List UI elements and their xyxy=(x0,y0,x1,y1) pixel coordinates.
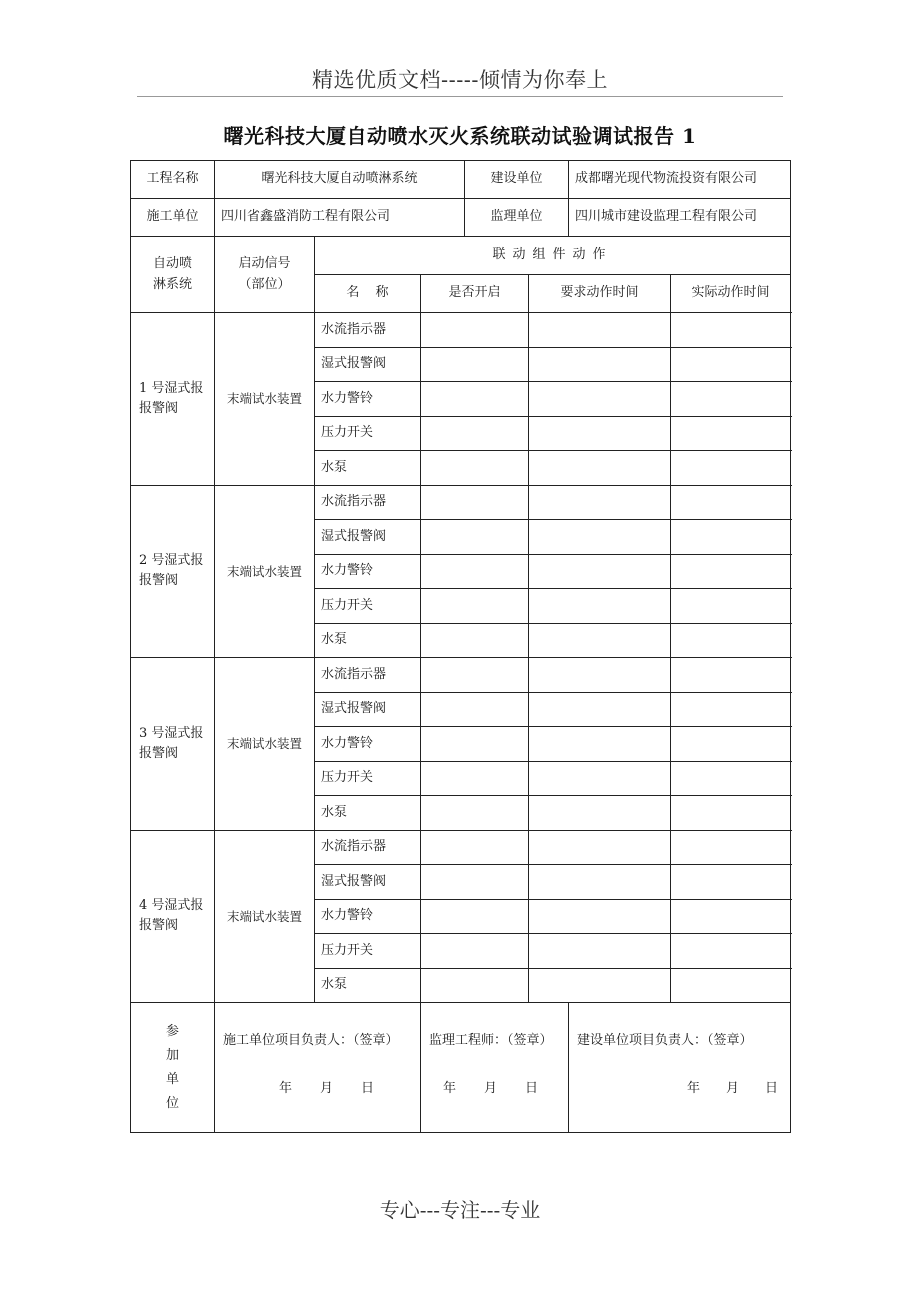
required-time-cell[interactable] xyxy=(529,623,671,658)
opened-cell[interactable] xyxy=(421,692,529,727)
valve-name: 3 号湿式报报警阀 xyxy=(131,658,215,831)
component-name: 水流指示器 xyxy=(315,313,421,348)
opened-cell[interactable] xyxy=(421,416,529,451)
opened-cell[interactable] xyxy=(421,382,529,417)
actual-time-cell[interactable] xyxy=(671,968,791,1003)
component-row xyxy=(131,313,791,348)
column-header-actual-time: 实际动作时间 xyxy=(671,275,791,313)
info-value-construction-unit: 四川省鑫盛消防工程有限公司 xyxy=(215,199,465,237)
opened-cell[interactable] xyxy=(421,589,529,624)
opened-cell[interactable] xyxy=(421,968,529,1003)
start-signal: 末端试水装置 xyxy=(215,313,315,486)
component-name: 湿式报警阀 xyxy=(315,347,421,382)
required-time-cell[interactable] xyxy=(529,451,671,486)
column-header-linkage-group: 联动组件动作 xyxy=(315,237,791,275)
info-row-construction xyxy=(131,199,791,237)
required-time-cell[interactable] xyxy=(529,727,671,762)
valve-name: 2 号湿式报报警阀 xyxy=(131,485,215,658)
required-time-cell[interactable] xyxy=(529,416,671,451)
column-header-system: 自动喷淋系统 xyxy=(131,237,215,313)
component-name: 水泵 xyxy=(315,451,421,486)
actual-time-cell[interactable] xyxy=(671,589,791,624)
required-time-cell[interactable] xyxy=(529,692,671,727)
supervisor-sign-label: 监理工程师：（签章） xyxy=(429,1033,553,1048)
component-name: 水力警铃 xyxy=(315,899,421,934)
component-name: 湿式报警阀 xyxy=(315,692,421,727)
column-header-row-1 xyxy=(131,237,791,275)
component-name: 水力警铃 xyxy=(315,554,421,589)
component-name: 湿式报警阀 xyxy=(315,520,421,555)
column-header-opened: 是否开启 xyxy=(421,275,529,313)
opened-cell[interactable] xyxy=(421,485,529,520)
required-time-cell[interactable] xyxy=(529,658,671,693)
component-name: 压力开关 xyxy=(315,416,421,451)
start-signal: 末端试水装置 xyxy=(215,658,315,831)
component-name: 水流指示器 xyxy=(315,485,421,520)
opened-cell[interactable] xyxy=(421,899,529,934)
year-label: 年 xyxy=(687,1081,701,1096)
owner-sign-label: 建设单位项目负责人：（签章） xyxy=(577,1033,753,1048)
component-name: 压力开关 xyxy=(315,761,421,796)
required-time-cell[interactable] xyxy=(529,934,671,969)
construction-sign-label: 施工单位项目负责人：（签章） xyxy=(223,1033,399,1048)
header-divider xyxy=(137,96,783,97)
opened-cell[interactable] xyxy=(421,451,529,486)
component-name: 压力开关 xyxy=(315,934,421,969)
info-value-owner-unit: 成都曙光现代物流投资有限公司 xyxy=(569,161,791,199)
opened-cell[interactable] xyxy=(421,934,529,969)
required-time-cell[interactable] xyxy=(529,830,671,865)
component-name: 水力警铃 xyxy=(315,727,421,762)
required-time-cell[interactable] xyxy=(529,382,671,417)
column-header-signal: 启动信号（部位） xyxy=(215,237,315,313)
column-header-name: 名 称 xyxy=(315,275,421,313)
opened-cell[interactable] xyxy=(421,313,529,348)
opened-cell[interactable] xyxy=(421,623,529,658)
report-table xyxy=(130,160,791,1133)
owner-sign-area[interactable] xyxy=(569,1003,791,1133)
document-title: 曙光科技大厦自动喷水灭火系统联动试验调试报告 1 xyxy=(223,124,697,148)
required-time-cell[interactable] xyxy=(529,899,671,934)
actual-time-cell[interactable] xyxy=(671,520,791,555)
day-label: 日 xyxy=(361,1081,375,1096)
actual-time-cell[interactable] xyxy=(671,658,791,693)
component-row xyxy=(131,658,791,693)
participating-units-label: 参加单位 xyxy=(165,1023,179,1111)
day-label: 日 xyxy=(525,1081,539,1096)
component-name: 湿式报警阀 xyxy=(315,865,421,900)
year-label: 年 xyxy=(279,1081,293,1096)
actual-time-cell[interactable] xyxy=(671,865,791,900)
opened-cell[interactable] xyxy=(421,658,529,693)
owner-sign-date xyxy=(687,1079,778,1099)
component-name: 水流指示器 xyxy=(315,830,421,865)
start-signal: 末端试水装置 xyxy=(215,485,315,658)
actual-time-cell[interactable] xyxy=(671,796,791,831)
actual-time-cell[interactable] xyxy=(671,382,791,417)
opened-cell[interactable] xyxy=(421,347,529,382)
opened-cell[interactable] xyxy=(421,520,529,555)
opened-cell[interactable] xyxy=(421,554,529,589)
column-header-required-time: 要求动作时间 xyxy=(529,275,671,313)
info-value-project-name: 曙光科技大厦自动喷淋系统 xyxy=(215,161,465,199)
info-label-project-name: 工程名称 xyxy=(131,161,215,199)
year-label: 年 xyxy=(443,1081,457,1096)
opened-cell[interactable] xyxy=(421,727,529,762)
page-header: 精选优质文档-----倾情为你奉上 xyxy=(312,68,608,92)
actual-time-cell[interactable] xyxy=(671,554,791,589)
actual-time-cell[interactable] xyxy=(671,623,791,658)
actual-time-cell[interactable] xyxy=(671,347,791,382)
required-time-cell[interactable] xyxy=(529,554,671,589)
actual-time-cell[interactable] xyxy=(671,451,791,486)
page-footer: 专心---专注---专业 xyxy=(379,1198,541,1222)
actual-time-cell[interactable] xyxy=(671,761,791,796)
component-name: 水流指示器 xyxy=(315,658,421,693)
opened-cell[interactable] xyxy=(421,761,529,796)
actual-time-cell[interactable] xyxy=(671,727,791,762)
required-time-cell[interactable] xyxy=(529,347,671,382)
component-row xyxy=(131,485,791,520)
start-signal: 末端试水装置 xyxy=(215,830,315,1003)
info-label-construction-unit: 施工单位 xyxy=(131,199,215,237)
component-row xyxy=(131,830,791,865)
actual-time-cell[interactable] xyxy=(671,416,791,451)
required-time-cell[interactable] xyxy=(529,865,671,900)
valve-name: 4 号湿式报报警阀 xyxy=(131,830,215,1003)
component-name: 水泵 xyxy=(315,796,421,831)
month-label: 月 xyxy=(320,1081,334,1096)
component-name: 水力警铃 xyxy=(315,382,421,417)
supervisor-sign-date xyxy=(443,1079,538,1099)
actual-time-cell[interactable] xyxy=(671,313,791,348)
component-name: 水泵 xyxy=(315,623,421,658)
construction-sign-area[interactable] xyxy=(215,1003,421,1133)
component-name: 压力开关 xyxy=(315,589,421,624)
required-time-cell[interactable] xyxy=(529,313,671,348)
construction-sign-date xyxy=(279,1079,374,1099)
opened-cell[interactable] xyxy=(421,865,529,900)
info-label-supervision-unit: 监理单位 xyxy=(465,199,569,237)
day-label: 日 xyxy=(765,1081,779,1096)
required-time-cell[interactable] xyxy=(529,796,671,831)
month-label: 月 xyxy=(726,1081,740,1096)
actual-time-cell[interactable] xyxy=(671,899,791,934)
info-label-owner-unit: 建设单位 xyxy=(465,161,569,199)
required-time-cell[interactable] xyxy=(529,520,671,555)
signature-row xyxy=(131,1003,791,1133)
opened-cell[interactable] xyxy=(421,830,529,865)
actual-time-cell[interactable] xyxy=(671,485,791,520)
actual-time-cell[interactable] xyxy=(671,830,791,865)
required-time-cell[interactable] xyxy=(529,968,671,1003)
info-row-project xyxy=(131,161,791,199)
info-value-supervision-unit: 四川城市建设监理工程有限公司 xyxy=(569,199,791,237)
supervisor-sign-area[interactable] xyxy=(421,1003,569,1133)
opened-cell[interactable] xyxy=(421,796,529,831)
required-time-cell[interactable] xyxy=(529,761,671,796)
required-time-cell[interactable] xyxy=(529,589,671,624)
component-name: 水泵 xyxy=(315,968,421,1003)
actual-time-cell[interactable] xyxy=(671,934,791,969)
month-label: 月 xyxy=(484,1081,498,1096)
actual-time-cell[interactable] xyxy=(671,692,791,727)
required-time-cell[interactable] xyxy=(529,485,671,520)
valve-name: 1 号湿式报报警阀 xyxy=(131,313,215,486)
